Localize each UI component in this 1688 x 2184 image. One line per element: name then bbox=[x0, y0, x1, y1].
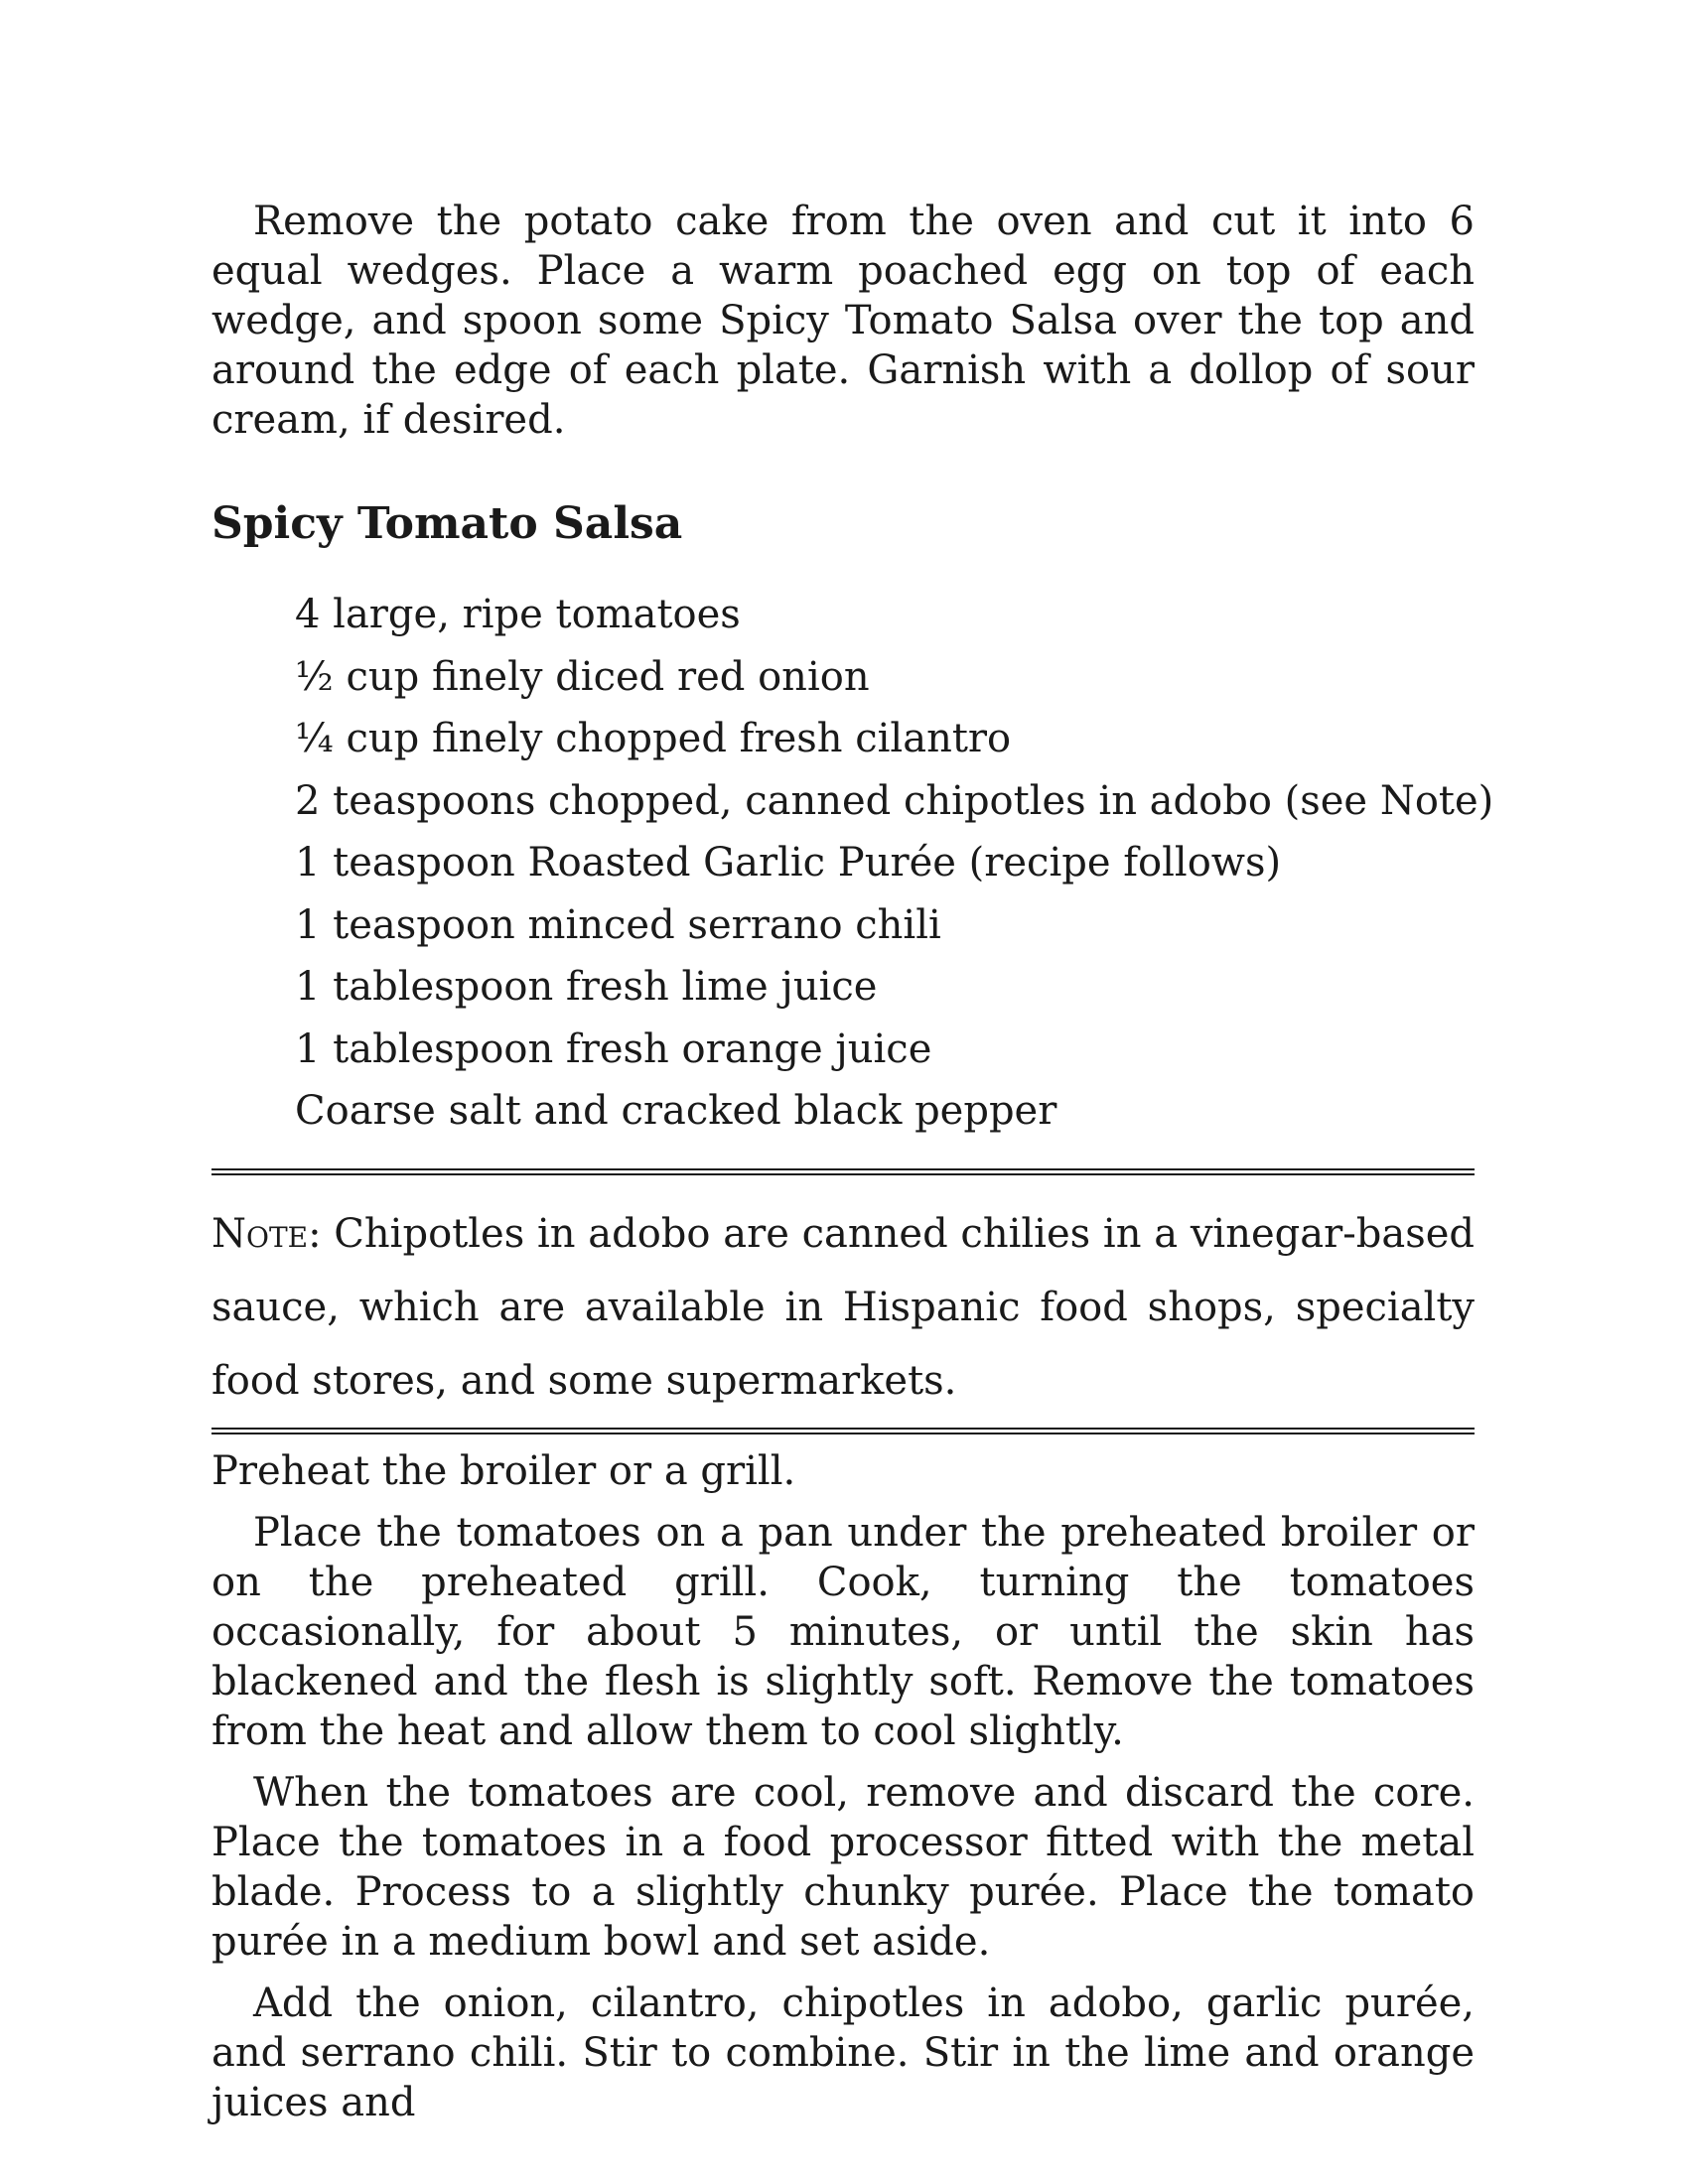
ingredient-item: 1 teaspoon Roasted Garlic Purée (recipe follows) bbox=[295, 840, 1282, 886]
note-box bbox=[211, 1197, 1475, 1418]
recipe-title: Spicy Tomato Salsa bbox=[211, 498, 683, 549]
ingredient-item: ¼ cup finely chopped fresh cilantro bbox=[295, 716, 1012, 761]
step-paragraph: When the tomatoes are cool, remove and discard the core. Place the tomatoes in a food processor fitted with the metal blade. Process to a slightly chunky purée. Place the tomato purée in a medium bowl and set aside. bbox=[211, 1769, 1475, 1965]
note-text: : Chipotles in adobo are canned chilies in a vinegar-based sauce, which are available in Hispanic food shops, specialty food stores, and some supermarkets. bbox=[211, 1210, 1475, 1404]
intro-paragraph: Remove the potato cake from the oven and cut it into 6 equal wedges. Place a warm poached egg on top of each wedge, and spoon some Spicy Tomato Salsa over the top and around the edge of each plate. Garnish with a dollop of sour cream, if desired. bbox=[211, 199, 1475, 443]
note-bottom-rule bbox=[211, 1428, 1475, 1434]
ingredient-list bbox=[211, 584, 1494, 1143]
step-paragraph: Place the tomatoes on a pan under the preheated broiler or on the preheated grill. Cook, turning the tomatoes occasionally, for about 5 minutes, or until the skin has blackened and the flesh is slightly soft. Remove the tomatoes from the heat and allow them to cool slightly. bbox=[211, 1509, 1475, 1754]
page-content bbox=[211, 197, 1494, 2139]
note-label: Note bbox=[211, 1210, 309, 1257]
ingredient-item: 4 large, ripe tomatoes bbox=[295, 592, 741, 637]
ingredient-item: Coarse salt and cracked black pepper bbox=[295, 1088, 1057, 1134]
note-top-rule bbox=[211, 1168, 1475, 1175]
ingredient-item: ½ cup finely diced red onion bbox=[295, 653, 870, 700]
ingredient-item: 1 teaspoon minced serrano chili bbox=[295, 901, 941, 948]
step-paragraph: Preheat the broiler or a grill. bbox=[211, 1447, 796, 1494]
ingredient-item: 1 tablespoon fresh orange juice bbox=[295, 1025, 932, 1072]
ingredient-item: 2 teaspoons chopped, canned chipotles in adobo (see Note) bbox=[295, 777, 1494, 824]
ingredient-item: 1 tablespoon fresh lime juice bbox=[295, 964, 878, 1010]
step-paragraph: Add the onion, cilantro, chipotles in adobo, garlic purée, and serrano chili. Stir to combine. Stir in the lime and orange juices and bbox=[211, 1979, 1475, 2125]
